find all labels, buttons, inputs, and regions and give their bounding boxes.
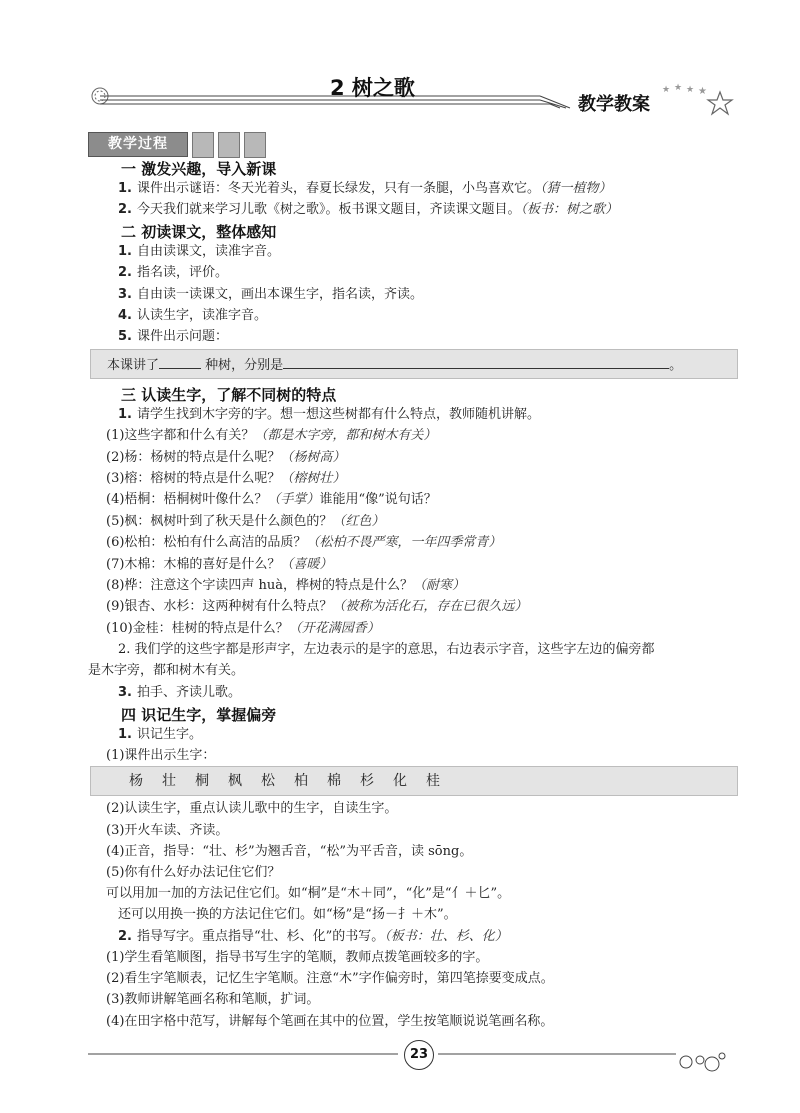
sub-item: (10)金桂：桂树的特点是什么？（开花满园香） — [106, 621, 380, 636]
character: 枫 — [228, 773, 242, 789]
blank-line — [283, 355, 669, 369]
svg-text:★: ★ — [698, 86, 707, 97]
sub-item: (2)看生字笔顺表，记忆生字笔顺。注意“木”字作偏旁时，第四笔捺要变成点。 — [106, 971, 554, 986]
page-number: 23 — [404, 1040, 434, 1070]
character: 桐 — [195, 773, 209, 789]
section-heading-4: 四 识记生字，掌握偏旁 — [121, 706, 277, 724]
item-line: 2. 指导写字。重点指导“壮、杉、化”的书写。（板书：壮、杉、化） — [118, 929, 508, 944]
svg-text:★: ★ — [674, 83, 683, 93]
character: 杉 — [360, 773, 374, 789]
item-line: 3. 拍手、齐读儿歌。 — [118, 685, 241, 700]
item-line: 1. 识记生字。 — [118, 727, 202, 742]
item-line: 3. 自由读一读课文，画出本课生字，指名读，齐读。 — [118, 287, 423, 302]
item-line: 1. 请学生找到木字旁的字。想一想这些树都有什么特点，教师随机讲解。 — [118, 407, 540, 422]
character: 松 — [261, 773, 275, 789]
method-line: 可以用加一加的方法记住它们。如“桐”是“木＋同”，“化”是“亻＋匕”。 — [106, 886, 511, 901]
sub-item: (1)课件出示生字： — [106, 748, 216, 763]
banner-square — [192, 132, 214, 158]
banner-square — [244, 132, 266, 158]
banner-square — [218, 132, 240, 158]
characters-box — [90, 766, 738, 796]
character: 杨 — [129, 773, 143, 789]
item-line: 2. 今天我们就来学习儿歌《树之歌》。板书课文题目，齐读课文题目。（板书：树之歌） — [118, 202, 619, 217]
question-text: 本课讲了 种树，分别是 。 — [107, 355, 682, 375]
sub-item: (3)开火车读、齐读。 — [106, 823, 229, 838]
lesson-title: 2 树之歌 — [330, 76, 415, 100]
sub-item: (2)认读生字，重点认读儿歌中的生字，自读生字。 — [106, 801, 398, 816]
section-heading-3: 三 认读生字，了解不同树的特点 — [121, 386, 337, 404]
header-label: 教学教案 — [578, 94, 650, 115]
sub-item: (1)这些字都和什么有关？（都是木字旁，都和树木有关） — [106, 428, 437, 443]
blank-line — [159, 355, 201, 369]
paragraph-line: 2. 我们学的这些字都是形声字，左边表示的是字的意思，右边表示字音，这些字左边的偏旁都 — [118, 642, 655, 657]
item-line: 4. 认读生字，读准字音。 — [118, 308, 267, 323]
character: 棉 — [327, 773, 341, 789]
character: 桂 — [426, 773, 440, 789]
section-heading-1: 一 激发兴趣，导入新课 — [121, 160, 277, 178]
sub-item: (9)银杏、水杉：这两种树有什么特点？（被称为活化石，存在已很久远） — [106, 599, 528, 614]
character: 壮 — [162, 773, 176, 789]
sub-item: (6)松柏：松柏有什么高洁的品质？（松柏不畏严寒，一年四季常青） — [106, 535, 502, 550]
item-line: 1. 课件出示谜语：冬天光着头，春夏长绿发，只有一条腿，小鸟喜欢它。（猜一植物） — [118, 181, 612, 196]
item-line: 2. 指名读，评价。 — [118, 265, 228, 280]
sub-item: (5)枫：枫树叶到了秋天是什么颜色的？（红色） — [106, 514, 385, 529]
sub-item: (2)杨：杨树的特点是什么呢？（杨树高） — [106, 450, 346, 465]
banner-label: 教学过程 — [88, 132, 188, 157]
method-line: 还可以用换一换的方法记住它们。如“杨”是“扬－扌＋木”。 — [118, 907, 457, 922]
section-heading-2: 二 初读课文，整体感知 — [121, 223, 277, 241]
question-box — [90, 349, 738, 379]
sub-item: (1)学生看笔顺图，指导书写生字的笔顺，教师点拨笔画较多的字。 — [106, 950, 489, 965]
sub-item: (3)榕：榕树的特点是什么呢？（榕树壮） — [106, 471, 346, 486]
sub-item: (8)桦：注意这个字读四声 huà，桦树的特点是什么？（耐寒） — [106, 578, 466, 593]
sub-item: (4)正音，指导：“壮、杉”为翘舌音，“松”为平舌音，读 sōng。 — [106, 844, 473, 859]
character: 柏 — [294, 773, 308, 789]
item-line: 5. 课件出示问题： — [118, 329, 228, 344]
item-line: 1. 自由读课文，读准字音。 — [118, 244, 280, 259]
sub-item: (4)在田字格中范写，讲解每个笔画在其中的位置，学生按笔顺说说笔画名称。 — [106, 1014, 554, 1029]
sub-item: (7)木棉：木棉的喜好是什么？（喜暖） — [106, 557, 333, 572]
svg-text:★: ★ — [686, 85, 695, 95]
sub-item: (3)教师讲解笔画名称和笔顺，扩词。 — [106, 992, 320, 1007]
character: 化 — [393, 773, 407, 789]
svg-text:★: ★ — [662, 85, 671, 95]
sub-item: (5)你有什么好办法记住它们？ — [106, 865, 281, 880]
stars-icon — [660, 80, 740, 120]
sub-item: (4)梧桐：梧桐树叶像什么？（手掌）谁能用“像”说句话？ — [106, 492, 437, 507]
characters-row — [129, 772, 459, 791]
paragraph-line: 是木字旁，都和树木有关。 — [88, 663, 245, 678]
